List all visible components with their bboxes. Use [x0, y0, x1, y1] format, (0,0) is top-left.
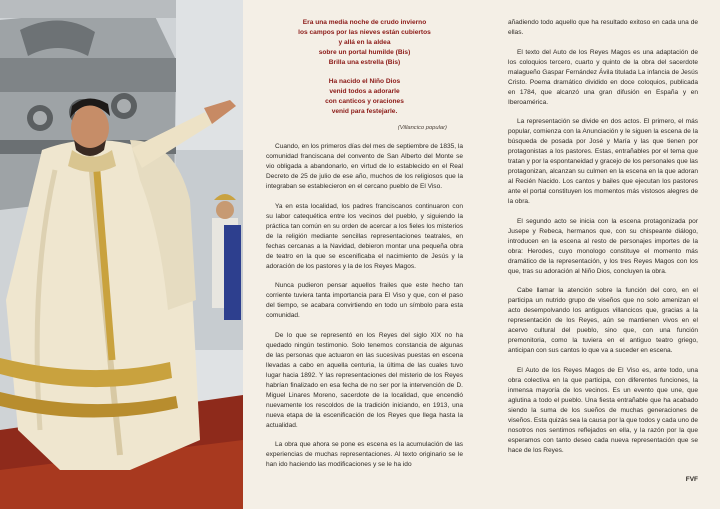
paragraph: El segundo acto se inicia con la escena protagonizada por Jusepe y Rebeca, hermanos que, con su chispeante diálogo, introducen en la escena al resto de personajes importes de la obra: Herodes, cuyo monologo constituye el momento más dramático de la representación, y los tres Reyes Magos con los que, tras su adoración al Niño Dios, concluyen la obra. — [508, 217, 698, 275]
left-text-column — [266, 18, 463, 480]
paragraph: De lo que se representó en los Reyes del siglo XIX no ha quedado ningún testimonio. Solo tenemos constancia de algunas de las personas que actuaron en las sucesivas puestas en escena llevadas a cabo en aquella centuria, la última de las cuales tuvo lugar hacia 1892. Y las representaciones del misterio de los Reyes habrían finalizado en esa fecha de no ser por la intervención de D. Miguel Linares Moreno, sacerdote de la localidad, que encendió nuevamente los rescoldos de la tradición iniciando, en 1913, una nueva etapa de la escenificación de los Reyes que llega hasta la actualidad. — [266, 331, 463, 429]
paragraph: Ya en esta localidad, los padres franciscanos continuaron con su labor catequética entre los vecinos del pueblo, y siguiendo la práctica tan común en su orden de acercar a los fieles los misterios de la religión mediante sencillas representaciones teatrales, en fechas cercanas a la Navidad, debieron montar una pequeña obra de teatro en la que se escenificaba el nacimiento de Jesús y la adoración de los pastores y la de los Reyes Magos. — [266, 202, 463, 270]
poem-line: venid para festejarle. — [331, 108, 398, 115]
paragraph: Nunca pudieron pensar aquellos frailes que este hecho tan corriente tuviera tanta importancia para El Viso y que, con el paso del tiempo, se acabara convirtiendo en todo un símbolo para esta comunidad. — [266, 282, 463, 319]
paragraph: Cabe llamar la atención sobre la función del coro, en el participa un nutrido grupo de viseños que no solo amenizan el acto desempolvando los antiguos villancicos que, gracias a la representación de los Reyes, aún se mantienen vivos en el acervo cultural del pueblo, sino que, con una función premonitoria, como la tuviera en el antiguo teatro griego, anticipan con sus cantos lo que va a suceder en escena. — [508, 287, 698, 354]
poem-line: Ha nacido el Niño Dios — [328, 78, 401, 85]
paragraph: La obra que ahora se pone es escena es la acumulación de las experiencias de muchas representaciones. Al texto originario se le han ido haciendo las modificaciones y se le ha ido — [266, 441, 463, 468]
poem-attribution: (Villancico popular) — [397, 125, 447, 131]
poem-stanza-2 — [266, 77, 463, 117]
poem-line: Brilla una estrella (Bis) — [328, 59, 401, 66]
paragraph: El Auto de los Reyes Magos de El Viso es, ante todo, una obra colectiva en la que participa, con diferentes funciones, la inmensa mayoría de los vecinos. Es un evento que une, que aglutina a todo el pueblo. Una fiesta entrañable que ha acabado siendo la suma de los sueños de muchas generaciones de viseños. Esta quizás sea la causa por la que todos y cada uno de nosotros nos sentimos reflejados en ella, y la razón por la que esperamos con tanto deseo cada nueva representación que se hace de los Reyes. — [508, 366, 698, 454]
author-signature: FVF — [685, 476, 698, 483]
poem-stanza-1 — [266, 18, 463, 68]
poem-line: con canticos y oraciones — [325, 98, 404, 105]
poem-line: venid todos a adorarle — [329, 88, 400, 95]
actor-photo — [0, 0, 243, 509]
paragraph: añadiendo todo aquello que ha resultado exitoso en cada una de ellas. — [508, 19, 698, 36]
paragraph: El texto del Auto de los Reyes Magos es una adaptación de los coloquios tercero, cuarto y quinto de la obra del sacerdote malagueño Gaspar Fernández Ávila titulada La infancia de Jesús Cristo. Poema dramático dividido en doce coloquios, publicada en 1784, que alcanzó una gran difusión en España y en Iberoamérica. — [508, 48, 698, 106]
villancico-poem — [266, 18, 463, 117]
right-text-column — [508, 18, 698, 465]
poem-line: los campos por las nieves están cubiertos — [298, 29, 431, 36]
paragraph: Cuando, en los primeros días del mes de septiembre de 1835, la comunidad franciscana del convento de San Alberto del Monte se vio obligada a abandonarlo, en virtud de lo establecido en el Real Decreto de 25 de julio de ese año, muchos de los religiosos que la integraban se establecieron en el cercano pueblo de El Viso. — [266, 143, 463, 190]
poem-line: Era una media noche de crudo invierno — [302, 19, 427, 26]
poem-line: sobre un portal humilde (Bis) — [318, 49, 411, 56]
paragraph: La representación se divide en dos actos. El primero, el más popular, comienza con la Anunciación y le siguen la escena de la búsqueda de posada por José y María y las que tienen por protagonistas a los pastores. Estas, entrañables por el tema que tratan y por la espontaneidad y gracejo de los personales que las protagonizan, alcanzan su culmen en la escena en la que adoran al Recién Nacido. Los cantos y bailes que ejecutan los pastores ante el portal constituyen los momentos más vistosos alegres de la obra. — [508, 118, 698, 205]
poem-line: y allá en la aldea — [338, 39, 391, 46]
